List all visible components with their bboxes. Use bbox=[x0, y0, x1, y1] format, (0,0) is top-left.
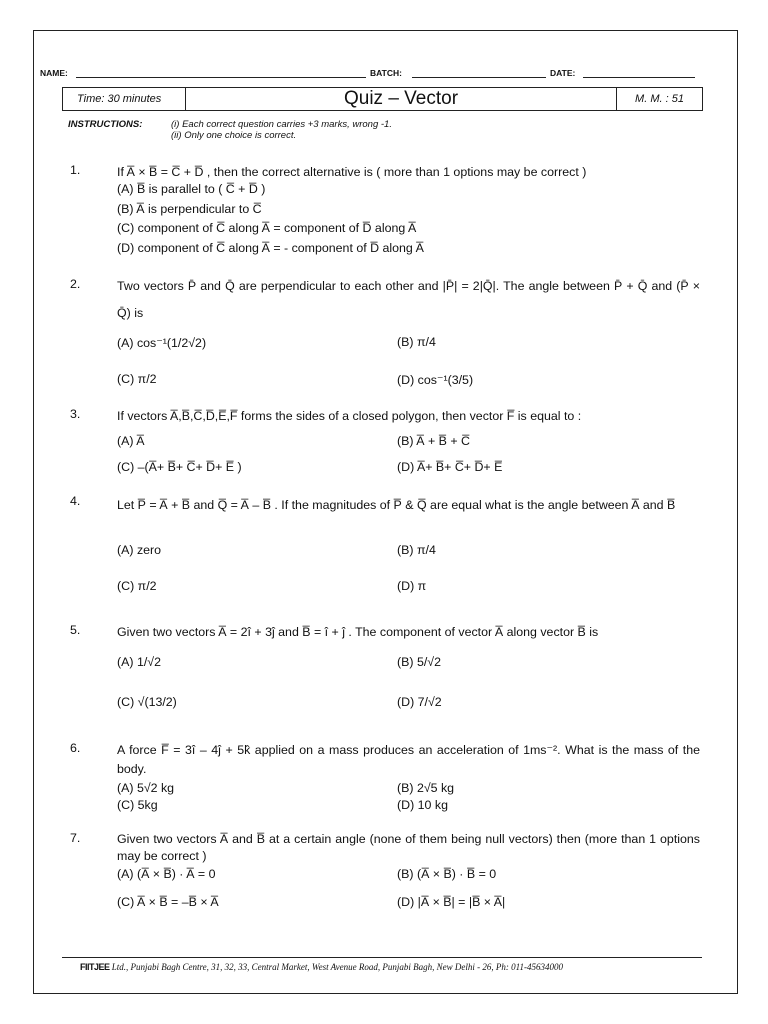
option-d[interactable]: (D) 7/√2 bbox=[397, 695, 442, 709]
instruction-1: (i) Each correct question carries +3 marks, wrong -1. bbox=[171, 119, 392, 130]
option-d[interactable]: (D) A̅+ B̅+ C̅+ D̅+ E̅ bbox=[397, 460, 503, 474]
footer-divider bbox=[62, 957, 702, 958]
instructions-label: INSTRUCTIONS: bbox=[68, 119, 143, 130]
option-c[interactable]: (C) π/2 bbox=[117, 372, 157, 386]
option-b[interactable]: (B) A̅ + B̅ + C̅ bbox=[397, 434, 470, 448]
option-d[interactable]: (D) |A̅ × B̅| = |B̅ × A̅| bbox=[397, 895, 506, 909]
option-d[interactable]: (D) 10 kg bbox=[397, 798, 448, 812]
question-text: Given two vectors A̅ = 2î + 3ĵ and B̅ = î + ĵ . The component of vector A̅ along vector B̅ is bbox=[117, 625, 599, 639]
max-marks: M. M. : 51 bbox=[616, 88, 702, 110]
option-b[interactable]: (B) A̅ is perpendicular to C̅ bbox=[117, 202, 262, 216]
option-c[interactable]: (C) π/2 bbox=[117, 579, 157, 593]
name-field[interactable] bbox=[76, 77, 366, 78]
question-text: Two vectors P̄ and Q̄ are perpendicular to each other and |P̄| = 2|Q̄|. The angle between P̄ + Q̄ and (P̄ × Q̄) is bbox=[117, 279, 700, 320]
batch-field[interactable] bbox=[412, 77, 546, 78]
question-number: 1. bbox=[70, 163, 81, 177]
question-number: 4. bbox=[70, 494, 81, 508]
option-a[interactable]: (A) A̅ bbox=[117, 434, 145, 448]
option-a[interactable]: (A) cos⁻¹(1/2√2) bbox=[117, 336, 207, 350]
quiz-title: Quiz – Vector bbox=[343, 88, 459, 109]
quiz-header bbox=[62, 87, 703, 111]
question-number: 6. bbox=[70, 741, 81, 755]
option-a[interactable]: (A) zero bbox=[117, 543, 162, 557]
date-field[interactable] bbox=[583, 77, 695, 78]
batch-label: BATCH: bbox=[370, 68, 402, 78]
fiitjee-logo: FIITJEE bbox=[80, 962, 110, 972]
name-label: NAME: bbox=[40, 68, 68, 78]
option-d[interactable]: (D) component of C̅ along A̅ = - component of D̅ along A̅ bbox=[117, 241, 424, 255]
option-c[interactable]: (C) component of C̅ along A̅ = component of D̅ along A̅ bbox=[117, 221, 417, 235]
student-info-row bbox=[40, 66, 696, 80]
question-number: 2. bbox=[70, 277, 81, 291]
question-text: Given two vectors A̅ and B̅ at a certain angle (none of them being null vectors) then (more than 1 options may be correct ) bbox=[117, 832, 700, 863]
option-d[interactable]: (D) cos⁻¹(3/5) bbox=[397, 373, 474, 387]
option-b[interactable]: (B) π/4 bbox=[397, 543, 436, 557]
question-text: If A̅ × B̅ = C̅ + D̅ , then the correct alternative is ( more than 1 options may be correct ) bbox=[117, 165, 587, 179]
option-a[interactable]: (A) B̅ is parallel to ( C̅ + D̅ ) bbox=[117, 182, 266, 196]
option-a[interactable]: (A) 1/√2 bbox=[117, 655, 161, 669]
question-number: 3. bbox=[70, 407, 81, 421]
footer bbox=[80, 962, 563, 972]
option-b[interactable]: (B) π/4 bbox=[397, 335, 436, 349]
option-c[interactable]: (C) √(13/2) bbox=[117, 695, 177, 709]
question-text: A force F̅ = 3î – 4ĵ + 5k̂ applied on a mass produces an acceleration of 1ms⁻². What is the mass of the body. bbox=[117, 743, 700, 776]
option-c[interactable]: (C) –(A̅+ B̅+ C̅+ D̅+ E̅ ) bbox=[117, 460, 242, 474]
question-number: 5. bbox=[70, 623, 81, 637]
time-limit: Time: 30 minutes bbox=[63, 88, 186, 110]
instructions bbox=[68, 119, 392, 141]
option-a[interactable]: (A) (A̅ × B̅) · A̅ = 0 bbox=[117, 867, 216, 881]
option-c[interactable]: (C) 5kg bbox=[117, 798, 158, 812]
question-text: If vectors A̅,B̅,C̅,D̅,E̅,F̅ forms the sides of a closed polygon, then vector F̅ is equal to : bbox=[117, 409, 582, 423]
instruction-2: (ii) Only one choice is correct. bbox=[171, 130, 297, 141]
option-a[interactable]: (A) 5√2 kg bbox=[117, 781, 175, 795]
footer-address: Ltd., Punjabi Bagh Centre, 31, 32, 33, Central Market, West Avenue Road, Punjabi Bagh, New Delhi - 26, Ph: 011-45634000 bbox=[111, 962, 563, 972]
option-c[interactable]: (C) A̅ × B̅ = –B̅ × A̅ bbox=[117, 895, 219, 909]
question-text: Let P̅ = A̅ + B̅ and Q̅ = A̅ – B̅ . If the magnitudes of P̅ & Q̅ are equal what is the angle between A̅ and B̅ bbox=[117, 498, 676, 512]
date-label: DATE: bbox=[550, 68, 576, 78]
option-b[interactable]: (B) (A̅ × B̅) · B̅ = 0 bbox=[397, 867, 497, 881]
question-number: 7. bbox=[70, 831, 81, 845]
option-b[interactable]: (B) 5/√2 bbox=[397, 655, 441, 669]
option-d[interactable]: (D) π bbox=[397, 579, 427, 593]
option-b[interactable]: (B) 2√5 kg bbox=[397, 781, 455, 795]
